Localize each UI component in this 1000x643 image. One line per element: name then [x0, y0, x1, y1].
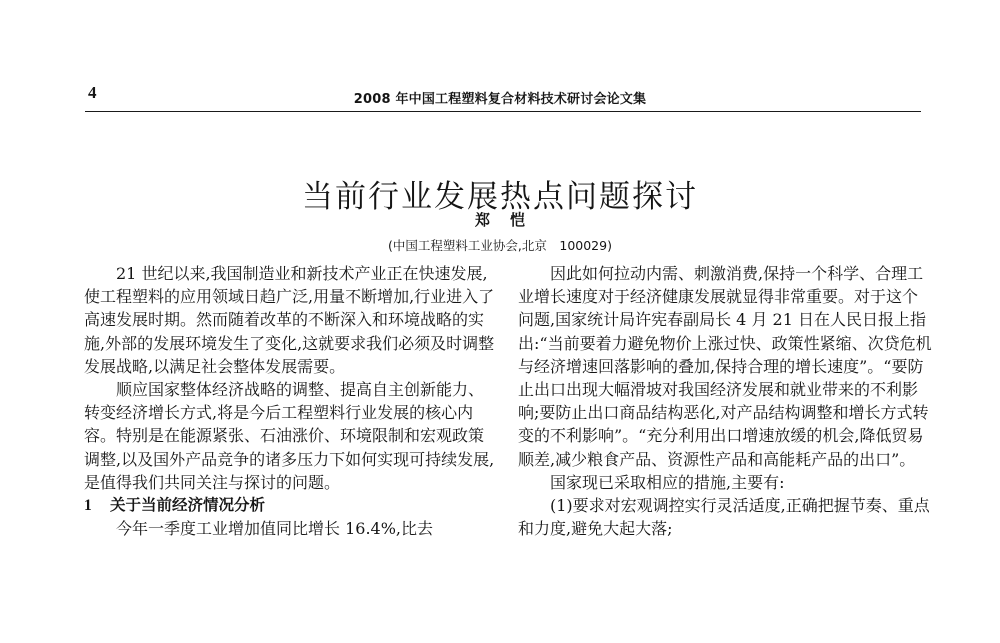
- running-head: 2008 年中国工程塑料复合材料技术研讨会论文集: [353, 92, 647, 107]
- paragraph: (1)要求对宏观调控实行灵活适度,正确把握节奏、重点和力度,避免大起大落;: [518, 496, 930, 539]
- paragraph: 21 世纪以来,我国制造业和新技术产业正在快速发展,使工程塑料的应用领域日趋广泛,用量不断增加,行业进入了高速发展时期。然而随着改革的不断深入和环境战略的实施,外部的发展环境发生了变化,这就要求我们必须及时调整发展战略,以满足社会整体发展需要。: [84, 264, 495, 376]
- section-title: 关于当前经济情况分析: [110, 496, 266, 515]
- left-column: [84, 262, 498, 540]
- paragraph: 国家现已采取相应的措施,主要有:: [550, 472, 785, 492]
- page-number: 4: [88, 83, 97, 102]
- article-title: 当前行业发展热点问题探讨: [302, 178, 698, 215]
- header-rule: [85, 111, 921, 112]
- paragraph: 因此如何拉动内需、刺激消费,保持一个科学、合理工业增长速度对于经济健康发展就显得非常重要。对于这个问题,国家统计局许宪春副局长 4 月 21 日在人民日报上指出:“当前要着力避免物价上涨过快、政策性紧缩、次贷危机与经济增速回落影响的叠加,保持合理的增长速度”。“要防止出口出现大幅滑坡对我国经济发展和就业带来的不利影响;要防止出口商品结构恶化,对产品结构调整和增长方式转变的不利影响”。“充分利用出口增速放缓的机会,降低贸易顺差,减少粮食产品、资源性产品和高能耗产品的出口”。: [518, 264, 932, 469]
- affiliation: (中国工程塑料工业协会,北京 100029): [388, 238, 612, 253]
- author: 郑恺: [474, 211, 545, 229]
- section-heading: [84, 494, 498, 517]
- paragraph: 顺应国家整体经济战略的调整、提高自主创新能力、转变经济增长方式,将是今后工程塑料行业发展的核心内容。特别是在能源紧张、石油涨价、环境限制和宏观政策调整,以及国外产品竞争的诸多压力下如何实现可持续发展,是值得我们共同关注与探讨的问题。: [84, 380, 495, 492]
- section-number: 1: [84, 497, 92, 515]
- right-column: [518, 262, 932, 540]
- paragraph: 今年一季度工业增加值同比增长 16.4%,比去: [116, 519, 434, 539]
